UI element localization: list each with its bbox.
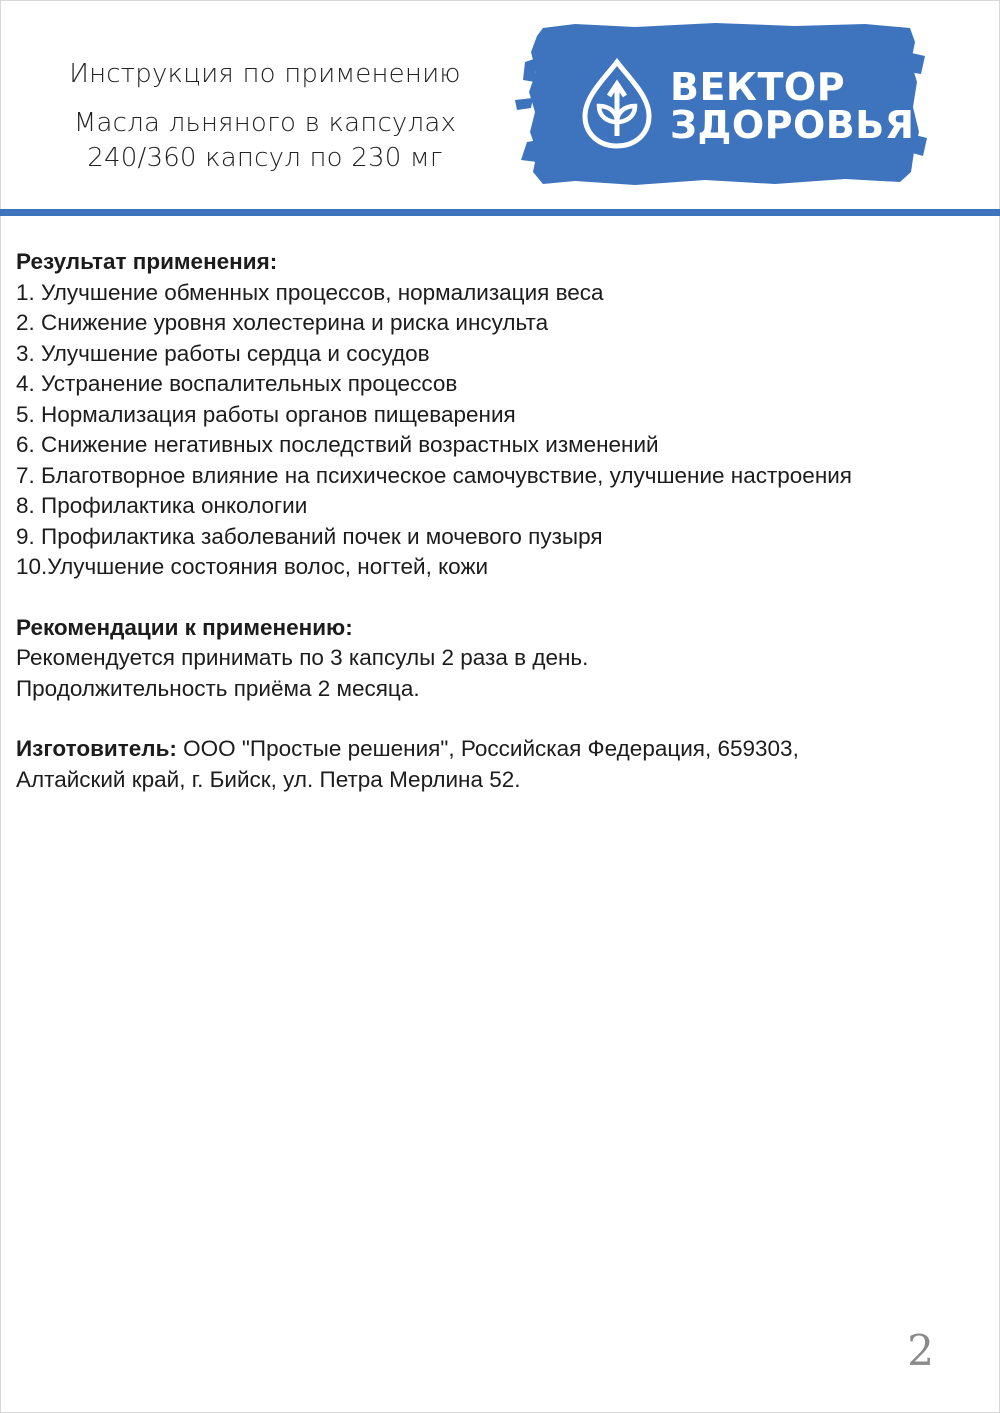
section-spacer [16,704,986,734]
list-item: 4. Устранение воспалительных процессов [16,371,458,396]
list-item: 8. Профилактика онкологии [16,493,308,518]
section-spacer [16,583,986,613]
drop-sprout-logo-icon [577,56,657,152]
manufacturer-label: Изготовитель: [16,736,177,761]
logo-line-1: ВЕКТОР [670,65,846,109]
list-item: 3. Улучшение работы сердца и сосудов [16,340,430,366]
dosage-text: Рекомендуется принимать по 3 капсулы 2 раза в день. [16,645,589,670]
document-title: Инструкция по применению [69,59,461,89]
list-item: 1. Улучшение обменных процессов, нормализация веса [16,279,604,305]
header-divider [0,209,1000,216]
list-item: 6. Снижение негативных последствий возрастных изменений [16,432,659,457]
duration-text: Продолжительность приёма 2 месяца. [16,675,420,701]
logo-line-2: ЗДОРОВЬЯ [670,103,915,147]
product-package-line: 240/360 капсул по 230 мг [87,143,443,173]
instruction-body [16,247,986,795]
list-item: 5. Нормализация работы органов пищеварения [16,401,516,427]
results-list [16,278,986,583]
results-heading: Результат применения: [16,249,278,274]
manufacturer-line-1 [16,734,986,765]
list-item: 9. Профилактика заболеваний почек и мочевого пузыря [16,523,603,549]
list-item: 2. Снижение уровня холестерина и риска инсульта [16,310,549,335]
logo-wordmark [670,65,915,147]
manufacturer-name: ООО "Простые решения", Российская Федерация, 659303, [176,736,799,761]
manufacturer-address: Алтайский край, г. Бийск, ул. Петра Мерлина 52. [16,766,521,792]
list-item: 7. Благотворное влияние на психическое самочувствие, улучшение настроения [16,462,852,488]
page-number: 2 [907,1326,934,1375]
list-item: 10.Улучшение состояния волос, ногтей, кожи [16,554,489,579]
recommendations-heading: Рекомендации к применению: [16,614,353,640]
brand-logo [515,22,930,187]
document-header [40,56,490,176]
product-name-line: Масла льняного в капсулах [73,108,457,138]
